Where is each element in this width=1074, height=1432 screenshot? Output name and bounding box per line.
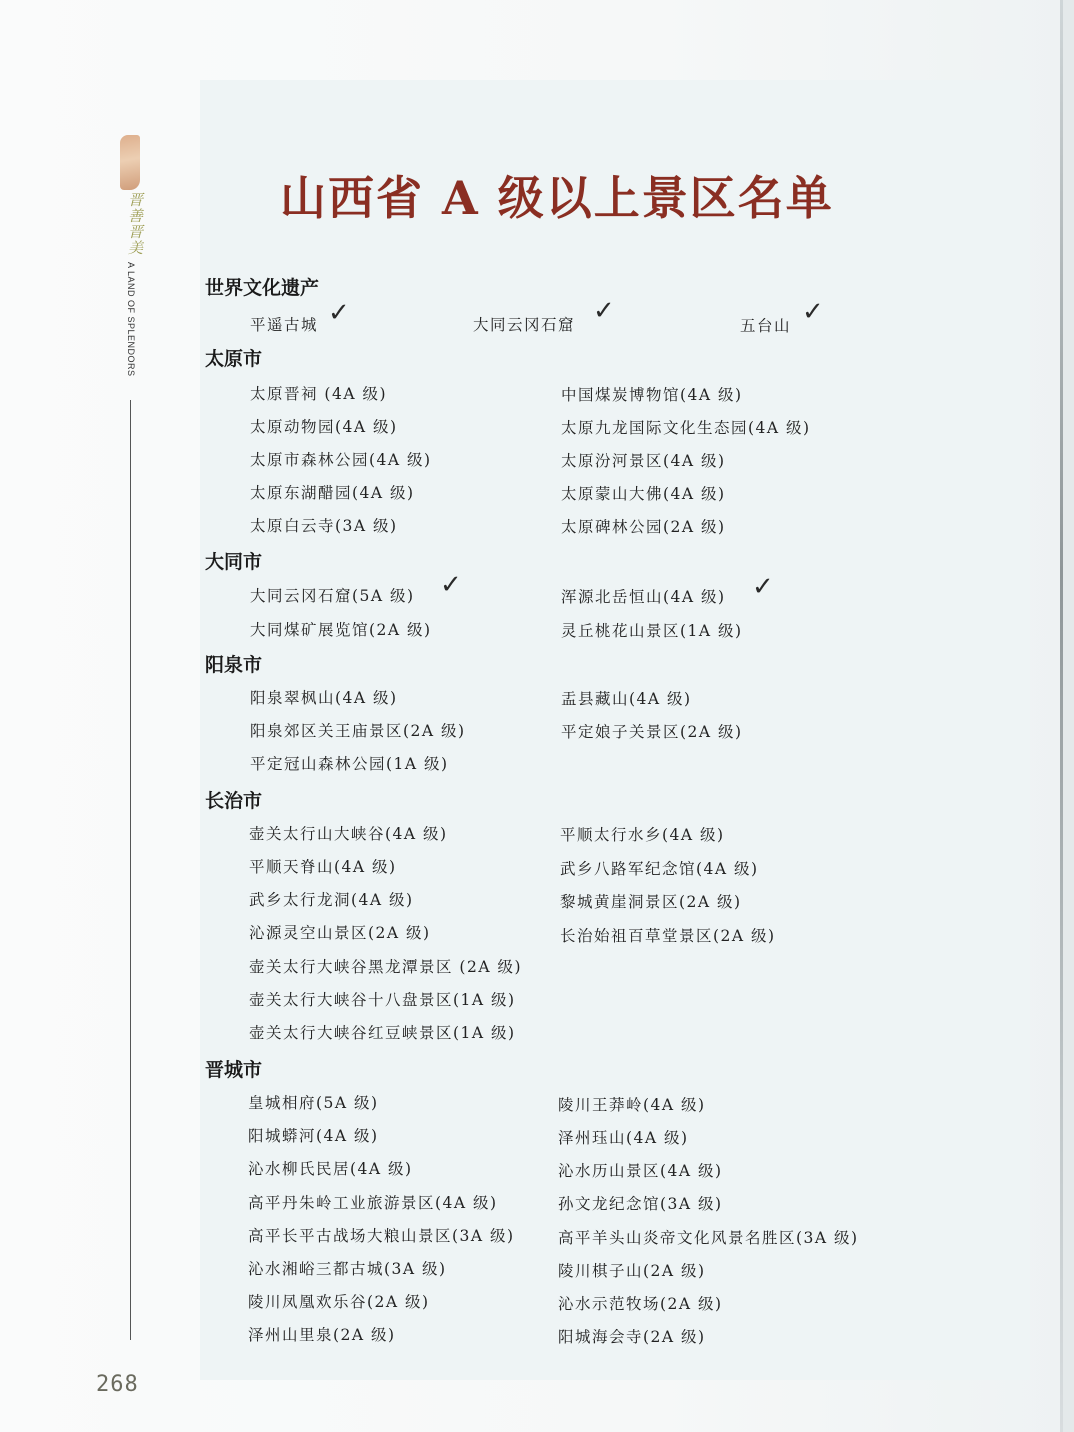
list-item: 太原东湖醋园(4A 级): [250, 484, 415, 502]
list-item: 孙文龙纪念馆(3A 级): [558, 1195, 723, 1213]
page-title: 山西省 A 级以上景区名单: [280, 171, 834, 225]
next-page-strip: [1063, 0, 1074, 1432]
list-item: 沁水柳氏民居(4A 级): [248, 1160, 413, 1178]
list-item: 陵川凤凰欢乐谷(2A 级): [248, 1293, 430, 1311]
list-item: 武乡太行龙洞(4A 级): [249, 891, 414, 909]
list-item: 壶关太行大峡谷十八盘景区(1A 级): [249, 991, 516, 1009]
list-item: 黎城黄崖洞景区(2A 级): [560, 893, 742, 911]
section-heading-yangquan: 阳泉市: [205, 654, 263, 676]
list-item: 太原动物园(4A 级): [250, 418, 398, 436]
check-icon: ✓: [802, 297, 824, 327]
list-item: 沁水历山景区(4A 级): [558, 1162, 723, 1180]
page-number: 268: [96, 1372, 139, 1397]
check-icon: ✓: [328, 298, 350, 328]
ornament-icon: [120, 135, 140, 190]
list-item: 太原汾河景区(4A 级): [561, 452, 726, 470]
list-item: 泽州山里泉(2A 级): [248, 1326, 396, 1344]
list-item: 平遥古城: [250, 316, 319, 334]
list-item: 太原碑林公园(2A 级): [561, 518, 726, 536]
check-icon: ✓: [593, 296, 615, 326]
list-item: 浑源北岳恒山(4A 级): [561, 588, 726, 606]
list-item: 壶关太行山大峡谷(4A 级): [249, 825, 448, 843]
section-heading-jincheng: 晋城市: [205, 1059, 263, 1081]
list-item: 泽州珏山(4A 级): [558, 1129, 689, 1147]
list-item: 太原市森林公园(4A 级): [250, 451, 432, 469]
check-icon: ✓: [440, 570, 462, 600]
list-item: 五台山: [740, 317, 792, 335]
list-item: 陵川棋子山(2A 级): [558, 1262, 706, 1280]
list-item: 长治始祖百草堂景区(2A 级): [560, 927, 776, 945]
list-item: 大同云冈石窟(5A 级): [250, 587, 415, 605]
list-item: 盂县藏山(4A 级): [561, 690, 692, 708]
list-item: 沁源灵空山景区(2A 级): [249, 924, 431, 942]
list-item: 沁水示范牧场(2A 级): [558, 1295, 723, 1313]
side-label-en: A LAND OF SPLENDORS: [126, 262, 136, 377]
list-item: 高平羊头山炎帝文化风景名胜区(3A 级): [558, 1229, 859, 1247]
list-item: 壶关太行大峡谷红豆峡景区(1A 级): [249, 1024, 516, 1042]
list-item: 阳泉翠枫山(4A 级): [250, 689, 398, 707]
list-item: 平顺天脊山(4A 级): [249, 858, 397, 876]
section-heading-changzhi: 长治市: [205, 790, 263, 812]
section-heading-taiyuan: 太原市: [205, 348, 263, 370]
list-item: 沁水湘峪三都古城(3A 级): [248, 1260, 447, 1278]
list-item: 大同云冈石窟: [473, 316, 576, 334]
check-icon: ✓: [752, 572, 774, 602]
list-item: 灵丘桃花山景区(1A 级): [561, 622, 743, 640]
list-item: 阳城海会寺(2A 级): [558, 1328, 706, 1346]
list-item: 平定娘子关景区(2A 级): [561, 723, 743, 741]
list-item: 平定冠山森林公园(1A 级): [250, 755, 449, 773]
list-item: 阳泉郊区关王庙景区(2A 级): [250, 722, 466, 740]
list-item: 壶关太行大峡谷黑龙潭景区 (2A 级): [249, 958, 523, 976]
list-item: 高平丹朱岭工业旅游景区(4A 级): [248, 1194, 498, 1212]
list-item: 平顺太行水乡(4A 级): [560, 826, 725, 844]
side-label-cn: 晋善晋美: [126, 192, 144, 256]
list-item: 高平长平古战场大粮山景区(3A 级): [248, 1227, 515, 1245]
side-divider: [130, 400, 131, 1340]
list-item: 阳城蟒河(4A 级): [248, 1127, 379, 1145]
list-item: 陵川王莽岭(4A 级): [558, 1096, 706, 1114]
list-item: 大同煤矿展览馆(2A 级): [250, 621, 432, 639]
list-item: 太原晋祠 (4A 级): [250, 385, 388, 403]
list-item: 中国煤炭博物馆(4A 级): [561, 386, 743, 404]
list-item: 太原九龙国际文化生态园(4A 级): [561, 419, 811, 437]
list-item: 皇城相府(5A 级): [248, 1094, 379, 1112]
list-item: 太原白云寺(3A 级): [250, 517, 398, 535]
list-item: 武乡八路军纪念馆(4A 级): [560, 860, 759, 878]
section-heading-world-heritage: 世界文化遗产: [205, 277, 320, 299]
list-item: 太原蒙山大佛(4A 级): [561, 485, 726, 503]
section-heading-datong: 大同市: [205, 551, 263, 573]
